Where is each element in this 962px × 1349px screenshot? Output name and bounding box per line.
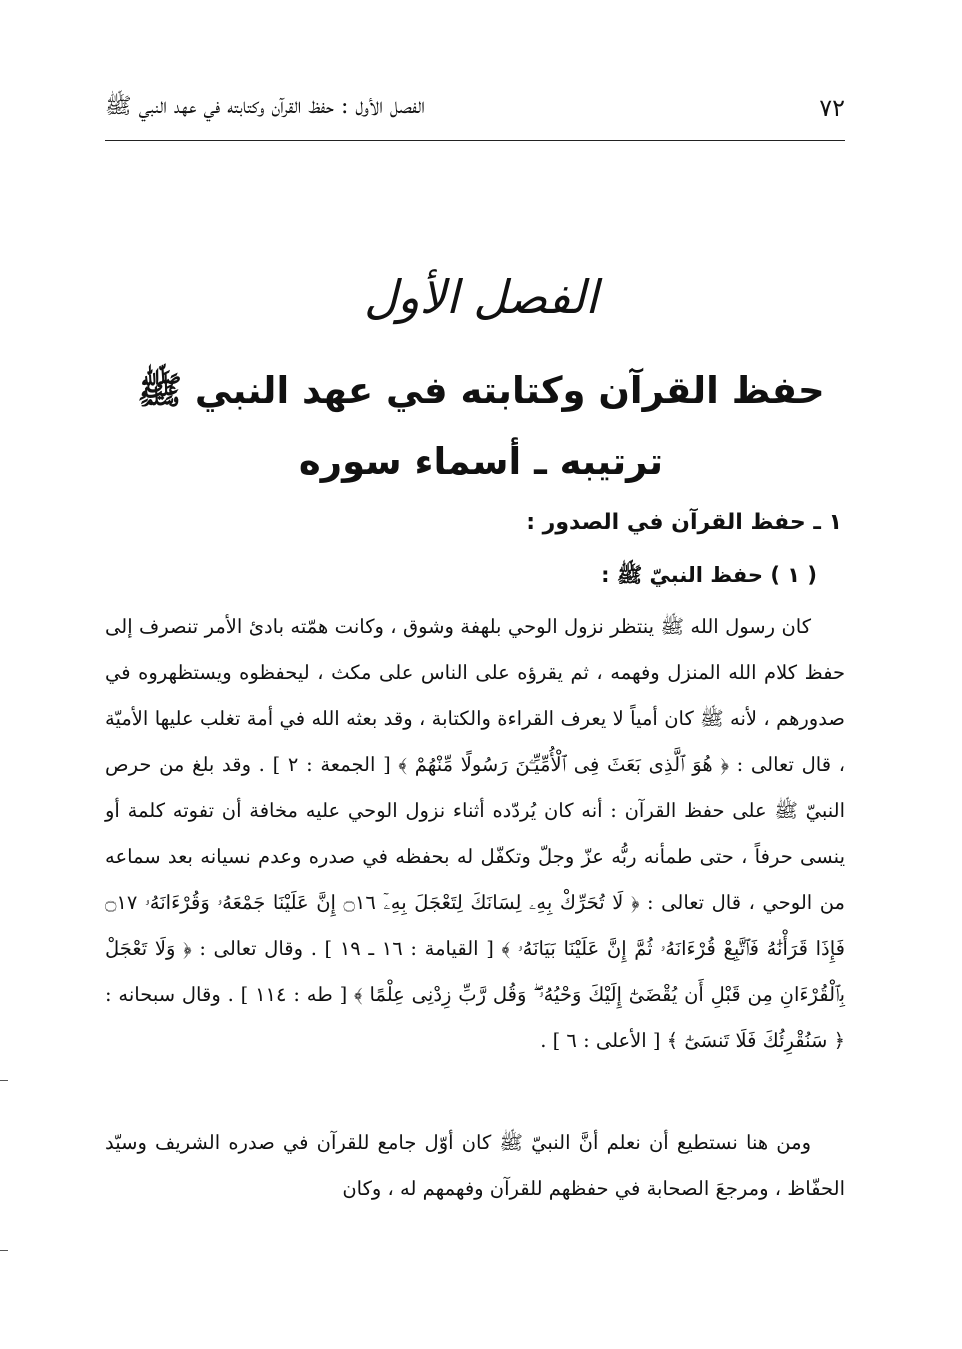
chapter-subtitle: ترتيبه ـ أسماء سوره [298,440,664,483]
subsection-heading: ( ١ ) حفظ النبيّ ﷺ : [601,563,817,587]
body-paragraph-2 [105,1120,845,1212]
page-number: ٧٢ [819,94,845,122]
chapter-label: الفصل الأول [363,270,599,324]
chapter-title: حفظ القرآن وكتابته في عهد النبي ﷺ [137,369,825,412]
scan-margin-mark [0,1080,8,1081]
header-divider [105,140,845,141]
running-header [105,88,845,128]
scan-margin-mark [0,1250,8,1251]
body-paragraph-1 [105,604,845,1064]
running-title: الفصل الأول : حفظ القرآن وكتابته في عهد النبي ﷺ [105,94,425,119]
paragraph-text: ومن هنا نستطيع أن نعلم أنَّ النبيّ ﷺ كان أوّل جامع للقرآن في صدره الشريف وسيّد الحفّاظ ، ومرجعَ الصحابة في حفظهم للقرآن وفهمهم له ، وكان [105,1131,845,1200]
paragraph-text: كان رسول الله ﷺ ينتظر نزول الوحي بلهفة وشوق ، وكانت همّته بادئ الأمر تنصرف إلى حفظ كلام الله المنزل وفهمه ، ثم يقرؤه على الناس على مكث ، ليحفظوه ويستظهروه في صدورهم ، لأنه ﷺ كان أمياً لا يعرف القراءة والكتابة ، وقد بعثه الله في أمة تغلب عليها الأميّة ، قال تعالى : ﴿ هُوَ ٱلَّذِى بَعَثَ فِى ٱلْأُمِّيِّـۧنَ رَسُولًا مِّنْهُمْ ﴾ [ الجمعة : ٢ ] . وقد بلغ من حرص النبيّ ﷺ على حفظ القرآن : أنه كان يُردّده أثناء نزول الوحي عليه مخافة أن تفوته كلمة أو ينسى حرفاً ، حتى طمأنه ربُّه عزّ وجلّ وتكفّل له بحفظه في صدره وعدم نسيانه بعد سماعه من الوحي ، قال تعالى : ﴿ لَا تُحَرِّكْ بِهِۦ لِسَانَكَ لِتَعْجَلَ بِهِۦٓ ۝١٦ إِنَّ عَلَيْنَا جَمْعَهُۥ وَقُرْءَانَهُۥ ۝١٧ فَإِذَا قَرَأْنَٰهُ فَٱتَّبِعْ قُرْءَانَهُۥ ثُمَّ إِنَّ عَلَيْنَا بَيَانَهُۥ ﴾ [ القيامة : ١٦ ـ ١٩ ] . وقال تعالى : ﴿ وَلَا تَعْجَلْ بِٱلْقُرْءَانِ مِن قَبْلِ أَن يُقْضَىٰٓ إِلَيْكَ وَحْيُهُۥ ۖ وَقُل رَّبِّ زِدْنِى عِلْمًا ﴾ [ طه : ١١٤ ] . وقال سبحانه : ﴿ سَنُقْرِئُكَ فَلَا تَنسَىٰٓ ﴾ [ الأعلى : ٦ ] . [105,615,845,1052]
section-heading: ١ ـ حفظ القرآن في الصدور : [526,510,842,535]
